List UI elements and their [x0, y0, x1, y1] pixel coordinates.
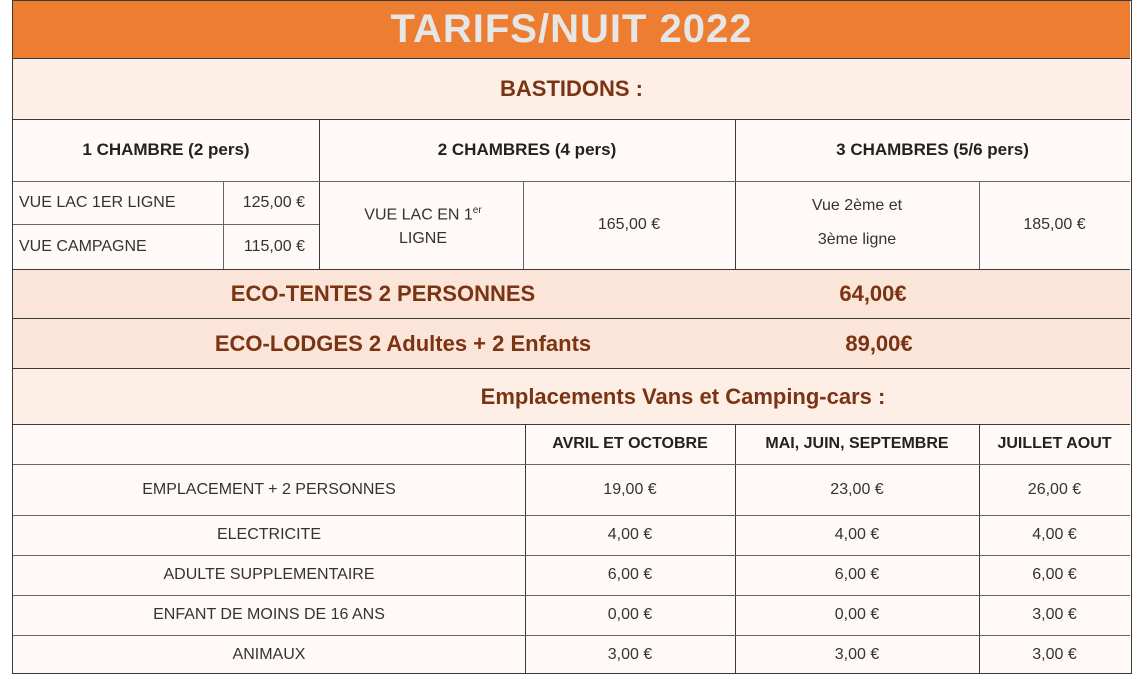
room-price: 115,00 €	[243, 238, 305, 255]
table-cell: 3,00 €	[607, 646, 653, 663]
column-header-1-chambre: 1 CHAMBRE (2 pers)	[82, 140, 250, 159]
room-label: VUE LAC 1ER LIGNE	[19, 194, 176, 211]
room-label-sup: er	[472, 205, 482, 216]
vans-heading: Emplacements Vans et Camping-cars :	[480, 384, 886, 409]
room-label-line: Vue 2ème et	[811, 197, 903, 214]
column-header-3-chambres: 3 CHAMBRES (5/6 pers)	[836, 140, 1029, 159]
room-label-line: 3ème ligne	[817, 231, 897, 248]
eco-lodges-price: 89,00€	[845, 331, 913, 356]
table-row-label: ENFANT DE MOINS DE 16 ANS	[153, 606, 385, 623]
table-cell: 6,00 €	[1032, 566, 1077, 583]
table-cell: 3,00 €	[1032, 646, 1077, 663]
table-cell: 23,00 €	[830, 481, 884, 498]
bastidons-heading: BASTIDONS :	[500, 76, 643, 101]
table-cell: 6,00 €	[607, 566, 653, 583]
table-row-label: ANIMAUX	[232, 646, 306, 663]
table-cell: 26,00 €	[1027, 481, 1082, 498]
table-cell: 4,00 €	[1032, 526, 1077, 543]
room-label: VUE CAMPAGNE	[19, 238, 147, 255]
price-table	[12, 0, 1132, 674]
eco-tentes-label: ECO-TENTES 2 PERSONNES	[230, 281, 536, 306]
table-cell: 4,00 €	[834, 526, 880, 543]
room-label-2-chambres	[343, 199, 503, 251]
eco-tentes-price: 64,00€	[839, 281, 907, 306]
room-price: 125,00 €	[242, 194, 305, 211]
table-cell: 3,00 €	[834, 646, 880, 663]
room-price-3-chambres: 185,00 €	[1023, 216, 1086, 233]
column-header-2-chambres: 2 CHAMBRES (4 pers)	[437, 140, 617, 159]
table-row-label: ELECTRICITE	[216, 526, 321, 543]
column-header-avril-octobre: AVRIL ET OCTOBRE	[552, 435, 708, 452]
table-cell: 3,00 €	[1032, 606, 1077, 623]
table-cell: 6,00 €	[834, 566, 880, 583]
table-row-label: ADULTE SUPPLEMENTAIRE	[163, 566, 375, 583]
room-price-2-chambres: 165,00 €	[597, 216, 661, 233]
page-title: TARIFS/NUIT 2022	[390, 7, 753, 51]
column-header-mai-septembre: MAI, JUIN, SEPTEMBRE	[765, 435, 949, 452]
table-cell: 19,00 €	[603, 481, 657, 498]
column-header-juillet-aout: JUILLET AOUT	[997, 435, 1112, 452]
table-row-label: EMPLACEMENT + 2 PERSONNES	[142, 481, 396, 498]
table-cell: 4,00 €	[607, 526, 653, 543]
room-label-part: LIGNE	[398, 230, 447, 248]
table-cell: 0,00 €	[834, 606, 880, 623]
room-label-part: VUE LAC EN 1	[364, 206, 473, 224]
table-cell: 0,00 €	[607, 606, 653, 623]
eco-lodges-label: ECO-LODGES 2 Adultes + 2 Enfants	[214, 331, 592, 356]
room-label-3-chambres	[735, 189, 979, 257]
